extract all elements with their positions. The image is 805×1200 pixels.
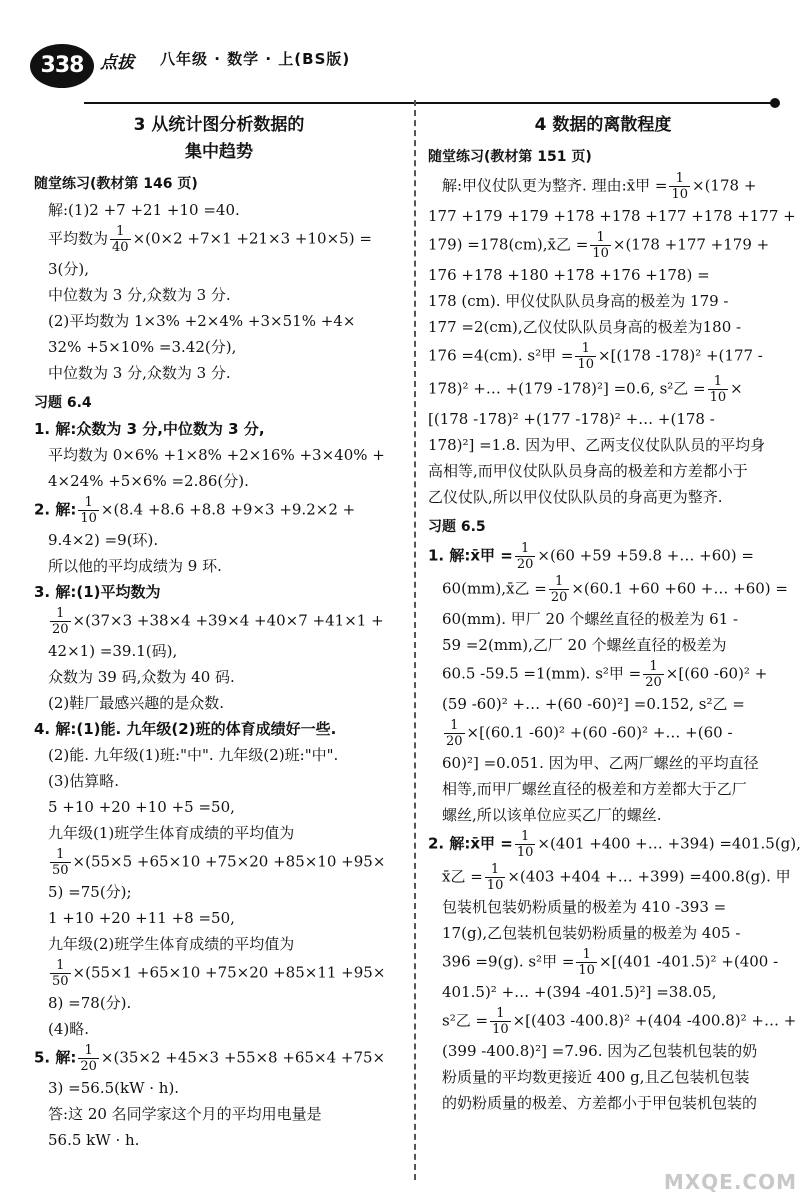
- text-line: 176 +178 +180 +178 +176 +178) =: [428, 266, 710, 284]
- header-rule: [84, 102, 776, 104]
- text-line: 177 +179 +179 +178 +178 +177 +178 +177 +: [428, 207, 796, 225]
- text-line: 乙仪仗队,所以甲仪仗队队员的身高更为整齐.: [428, 488, 723, 506]
- text-line: (2)能. 九年级(1)班:"中". 九年级(2)班:"中".: [48, 746, 339, 764]
- formula-line: 396 =9(g). s²甲 = $\frac{1}{10}$ ×[(401 -401.5)² +(400 -: [442, 947, 779, 978]
- fraction: $\frac{1}{10}$: [671, 171, 688, 202]
- text-line: 5) =75(分);: [48, 883, 132, 901]
- fraction: $\frac{1}{10}$: [709, 374, 727, 405]
- text-line: 177 =2(cm),乙仪仗队队员身高的极差为180 -: [428, 318, 742, 336]
- text-line: 相等,而甲厂螺丝直径的极差和方差都大于乙厂: [442, 780, 747, 798]
- exercise-2: 2. 解: $\frac{1}{10}$ ×(8.4 +8.6 +8.8 +9×3 +9.2×2 +: [34, 495, 356, 526]
- formula-line: 平均数为 $\frac{1}{40}$ ×(0×2 +7×1 +21×3 +10×5) =: [48, 224, 372, 255]
- formula-line: s²乙 = $\frac{1}{10}$ ×[(403 -400.8)² +(404 -400.8)² +… +: [442, 1006, 797, 1037]
- text-line: 9.4×2) =9(环).: [48, 531, 159, 549]
- fraction: $\frac{1}{50}$: [52, 847, 69, 878]
- text-line: (399 -400.8)²] =7.96. 因为乙包装机包装的奶: [442, 1042, 758, 1060]
- subheading-practice: 随堂练习(教材第 146 页): [34, 176, 198, 192]
- book-title: 八年级 · 数学 · 上(BS版): [160, 50, 351, 68]
- formula-line: 178)² +… +(179 -178)²] =0.6, s²乙 = $\frac{1}{10}$ ×: [428, 374, 743, 405]
- text-line: (4)略.: [48, 1020, 90, 1038]
- text-line: 高相等,而甲仪仗队队员身高的极差和方差都小于: [428, 462, 748, 480]
- text-line: 九年级(1)班学生体育成绩的平均值为: [48, 824, 295, 842]
- subheading-exercise-6-4: 习题 6.4: [34, 395, 92, 411]
- text-line: 中位数为 3 分,众数为 3 分.: [48, 286, 231, 304]
- text-line: 粉质量的平均数更接近 400 g,且乙包装机包装: [442, 1068, 750, 1086]
- text-line: 42×1) =39.1(码),: [48, 642, 178, 660]
- fraction: $\frac{1}{20}$: [516, 541, 534, 572]
- formula-line: $\frac{1}{20}$ ×[(60.1 -60)² +(60 -60)² +… +(60 -: [446, 718, 733, 749]
- column-divider: [414, 100, 416, 1180]
- text-line: 401.5)² +… +(394 -401.5)²] =38.05,: [442, 983, 717, 1001]
- text-line: 平均数为 0×6% +1×8% +2×16% +3×40% +: [48, 446, 385, 464]
- text-line: 60(mm). 甲厂 20 个螺丝直径的极差为 61 -: [442, 610, 739, 628]
- formula-line: $\frac{1}{20}$ ×(37×3 +38×4 +39×4 +40×7 +41×1 +: [52, 606, 384, 637]
- formula-line: 179) =178(cm),x̄乙 = $\frac{1}{10}$ ×(178 +177 +179 +: [428, 230, 770, 261]
- header-rule-dot: [770, 98, 780, 108]
- fraction: $\frac{1}{40}$: [112, 224, 129, 255]
- page-number-badge: 338: [30, 44, 94, 88]
- exercise-5: 5. 解: $\frac{1}{20}$ ×(35×2 +45×3 +55×8 +65×4 +75×: [34, 1043, 386, 1074]
- text-line: 的奶粉质量的极差、方差都小于甲包装机包装的: [442, 1094, 758, 1112]
- text-line: 所以他的平均成绩为 9 环.: [48, 557, 222, 575]
- fraction: $\frac{1}{10}$: [578, 947, 595, 978]
- exercise-3: 3. 解:(1)平均数为: [34, 583, 161, 601]
- fraction: $\frac{1}{20}$: [550, 574, 568, 605]
- right-column: [428, 112, 801, 1117]
- subheading-practice: 随堂练习(教材第 151 页): [428, 149, 592, 165]
- text-line: 60)²] =0.051. 因为甲、乙两厂螺丝的平均直径: [442, 754, 759, 772]
- text-line: (59 -60)² +… +(60 -60)²] =0.152, s²乙 =: [442, 695, 745, 713]
- formula-line: x̄乙 = $\frac{1}{10}$ ×(403 +404 +… +399) =400.8(g). 甲: [442, 862, 791, 893]
- text-line: 螺丝,所以该单位应买乙厂的螺丝.: [442, 806, 662, 824]
- text-line: 解:(1)2 +7 +21 +10 =40.: [48, 201, 240, 219]
- watermark: MXQE.COM: [663, 1170, 797, 1194]
- text-line: 包装机包装奶粉质量的极差为 410 -393 =: [442, 898, 727, 916]
- formula-line: 60(mm),x̄乙 = $\frac{1}{20}$ ×(60.1 +60 +60 +… +60) =: [442, 574, 788, 605]
- left-column: [34, 112, 404, 1154]
- formula-line: 解:甲仪仗队更为整齐. 理由:x̄甲 = $\frac{1}{10}$ ×(178 +: [442, 171, 757, 202]
- text-line: 众数为 39 码,众数为 40 码.: [48, 668, 235, 686]
- text-line: 32% +5×10% =3.42(分),: [48, 338, 237, 356]
- exercise-1: 1. 解:x̄甲 = $\frac{1}{20}$ ×(60 +59 +59.8 +… +60) =: [428, 541, 754, 572]
- text-line: 17(g),乙包装机包装奶粉质量的极差为 405 -: [442, 924, 741, 942]
- exercise-2: 2. 解:x̄甲 = $\frac{1}{10}$ ×(401 +400 +… +394) =401.5(g),: [428, 829, 801, 860]
- text-line: 178)²] =1.8. 因为甲、乙两支仪仗队队员的平均身: [428, 436, 766, 454]
- fraction: $\frac{1}{20}$: [446, 718, 463, 749]
- fraction: $\frac{1}{20}$: [645, 659, 662, 690]
- section-title-3: 3 从统计图分析数据的 集中趋势: [133, 115, 305, 162]
- fraction: $\frac{1}{50}$: [52, 958, 69, 989]
- text-line: (2)平均数为 1×3% +2×4% +3×51% +4×: [48, 312, 356, 330]
- fraction: $\frac{1}{10}$: [577, 341, 594, 372]
- formula-line: 176 =4(cm). s²甲 = $\frac{1}{10}$ ×[(178 -178)² +(177 -: [428, 341, 763, 372]
- brand-logo-text: 点拔: [100, 53, 134, 73]
- text-line: 5 +10 +20 +10 +5 =50,: [48, 798, 235, 816]
- text-line: 178 (cm). 甲仪仗队队员身高的极差为 179 -: [428, 292, 729, 310]
- text-line: (3)估算略.: [48, 772, 120, 790]
- fraction: $\frac{1}{10}$: [492, 1006, 509, 1037]
- text-line: 59 =2(mm),乙厂 20 个螺丝直径的极差为: [442, 636, 727, 654]
- text-line: 答:这 20 名同学家这个月的平均用电量是: [48, 1105, 322, 1123]
- text-line: 3(分),: [48, 260, 90, 278]
- text-line: (2)鞋厂最感兴趣的是众数.: [48, 694, 225, 712]
- fraction: $\frac{1}{10}$: [80, 495, 97, 526]
- text-line: 4×24% +5×6% =2.86(分).: [48, 472, 249, 490]
- fraction: $\frac{1}{10}$: [516, 829, 534, 860]
- text-line: 56.5 kW · h.: [48, 1131, 140, 1149]
- fraction: $\frac{1}{10}$: [592, 230, 609, 261]
- exercise-4: 4. 解:(1)能. 九年级(2)班的体育成绩好一些.: [34, 720, 337, 738]
- text-line: 8) =78(分).: [48, 994, 132, 1012]
- subheading-exercise-6-5: 习题 6.5: [428, 519, 486, 535]
- text-line: 九年级(2)班学生体育成绩的平均值为: [48, 935, 295, 953]
- text-line: 1 +10 +20 +11 +8 =50,: [48, 909, 235, 927]
- fraction: $\frac{1}{10}$: [486, 862, 504, 893]
- formula-line: 60.5 -59.5 =1(mm). s²甲 = $\frac{1}{20}$ ×[(60 -60)² +: [442, 659, 768, 690]
- formula-line: $\frac{1}{50}$ ×(55×5 +65×10 +75×20 +85×10 +95×: [52, 847, 386, 878]
- fraction: $\frac{1}{20}$: [80, 1043, 97, 1074]
- fraction: $\frac{1}{20}$: [52, 606, 69, 637]
- text-line: [(178 -178)² +(177 -178)² +… +(178 -: [428, 410, 715, 428]
- page-header: [0, 36, 805, 86]
- formula-line: $\frac{1}{50}$ ×(55×1 +65×10 +75×20 +85×11 +95×: [52, 958, 386, 989]
- text-line: 中位数为 3 分,众数为 3 分.: [48, 364, 231, 382]
- section-title-4: 4 数据的离散程度: [534, 115, 672, 135]
- exercise-1: 1. 解:众数为 3 分,中位数为 3 分,: [34, 420, 265, 438]
- text-line: 3) =56.5(kW · h).: [48, 1079, 180, 1097]
